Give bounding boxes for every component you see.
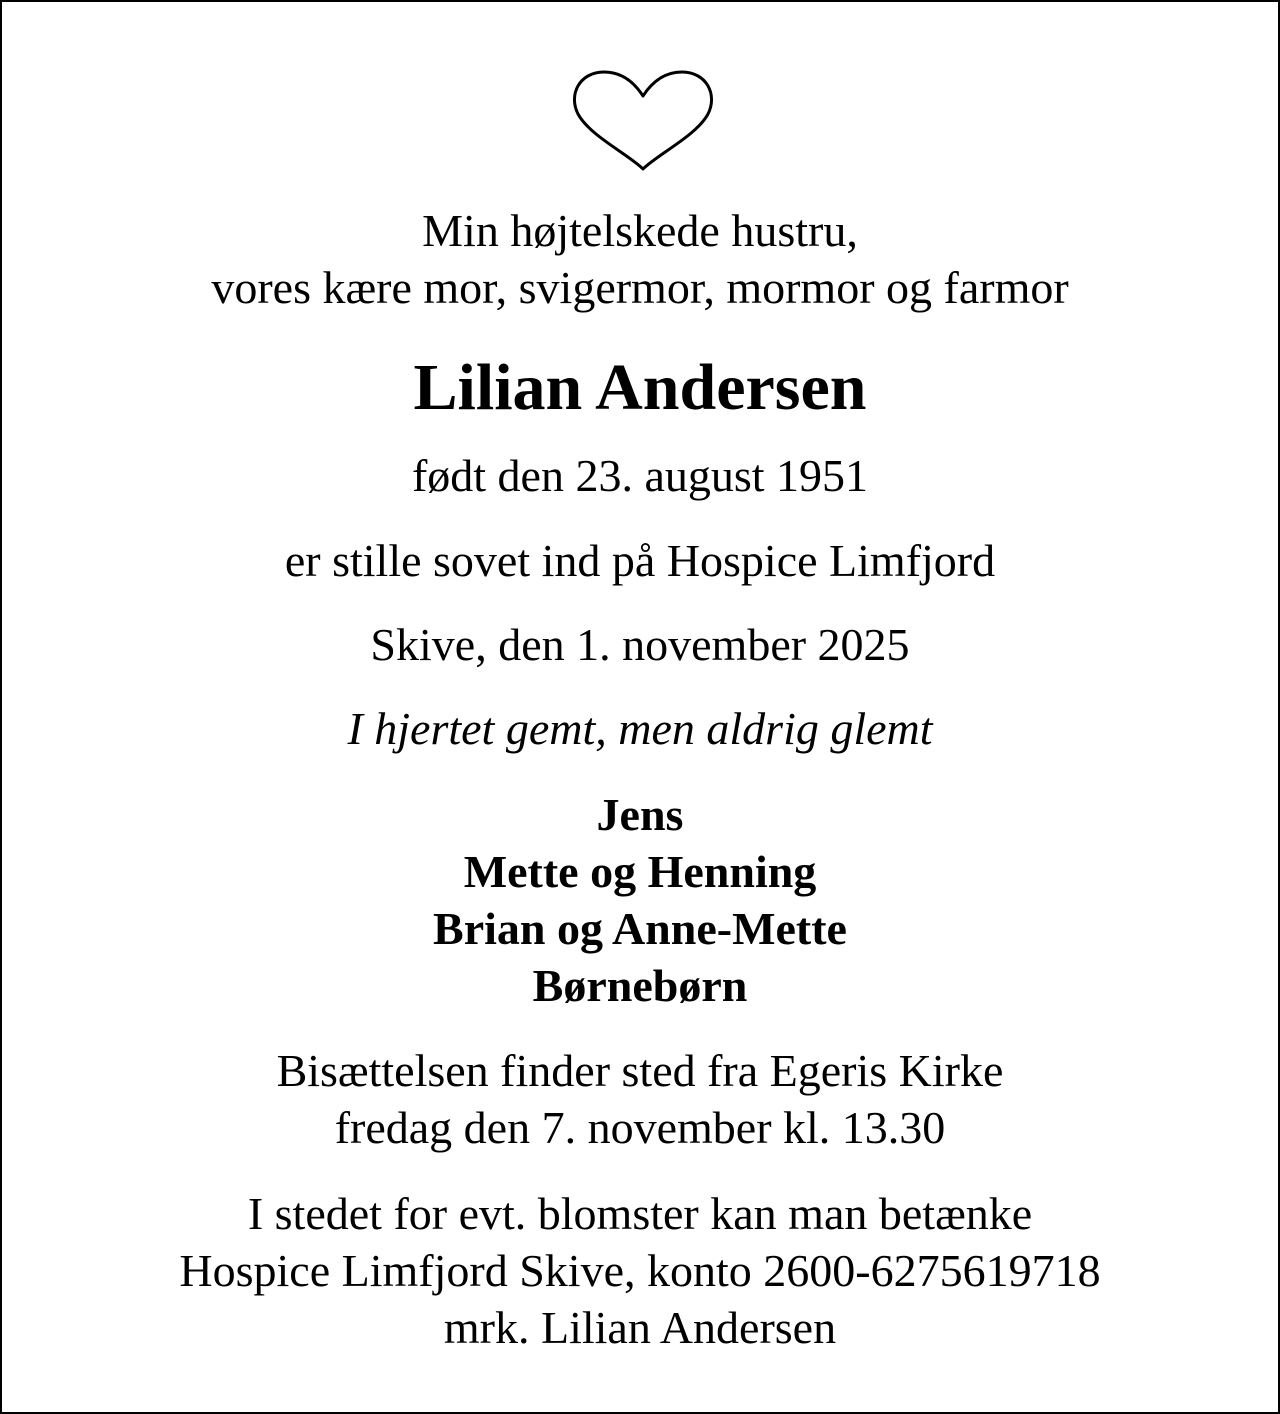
family-member: Brian og Anne-Mette: [433, 903, 847, 954]
funeral-line-1: Bisættelsen finder sted fra Egeris Kirke: [276, 1045, 1004, 1096]
donation-line-2: Hospice Limfjord Skive, konto 2600-6275619718: [179, 1245, 1101, 1296]
family-member: Jens: [596, 789, 684, 840]
heart-outline-icon: [570, 68, 716, 172]
passing-text: er stille sovet ind på Hospice Limfjord: [284, 535, 996, 586]
family-member: Mette og Henning: [463, 846, 817, 897]
intro-line-1: Min højtelskede hustru,: [422, 205, 858, 256]
memorial-quote: I hjertet gemt, men aldrig glemt: [347, 703, 933, 754]
donation-info: [2, 1185, 1278, 1356]
intro-line-2: vores kære mor, svigermor, mormor og farmor: [211, 262, 1069, 313]
donation-line-3: mrk. Lilian Andersen: [443, 1302, 837, 1353]
deceased-name: Lilian Andersen: [413, 351, 867, 424]
family-member: Børnebørn: [532, 960, 748, 1011]
donation-line-1: I stedet for evt. blomster kan man betænke: [247, 1188, 1033, 1239]
funeral-info: [2, 1042, 1278, 1156]
funeral-line-2: fredag den 7. november kl. 13.30: [334, 1102, 946, 1153]
place-and-date: Skive, den 1. november 2025: [370, 619, 910, 670]
family-signatures: [2, 786, 1278, 1014]
birth-date: født den 23. august 1951: [411, 450, 869, 501]
intro-text: [2, 202, 1278, 316]
